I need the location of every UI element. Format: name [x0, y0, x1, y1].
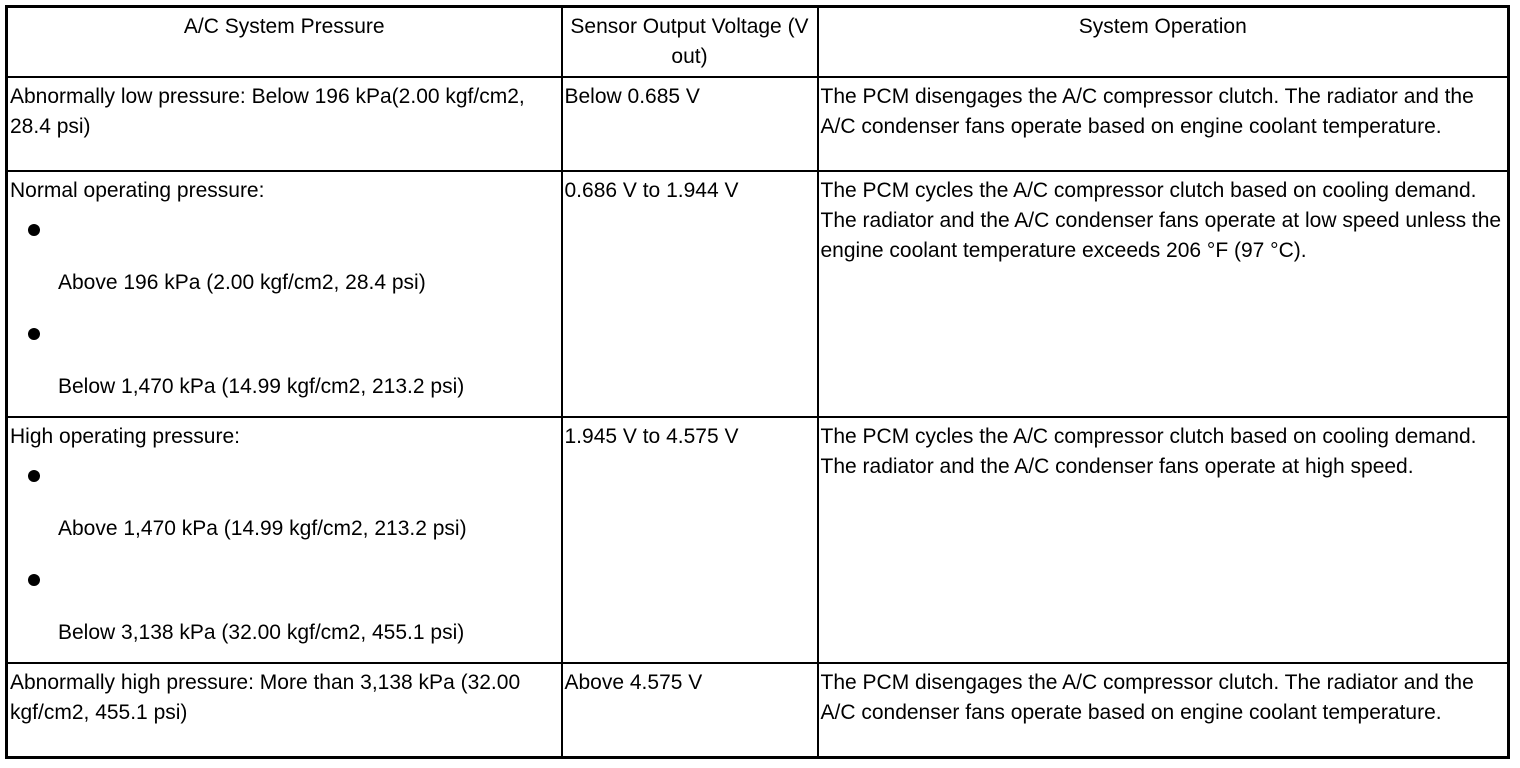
list-item-text: Below 3,138 kPa (32.00 kgf/cm2, 455.1 psi)	[58, 621, 465, 644]
voltage-cell: Above 4.575 V	[562, 663, 818, 758]
bullet-icon	[28, 328, 40, 340]
list-item	[10, 328, 559, 402]
table-row	[7, 77, 1509, 171]
list-item-text: Above 196 kPa (2.00 kgf/cm2, 28.4 psi)	[58, 271, 426, 294]
pressure-heading: High operating pressure:	[10, 425, 240, 448]
bullet-icon	[28, 574, 40, 586]
pressure-heading: Normal operating pressure:	[10, 179, 265, 202]
header-pressure: A/C System Pressure	[7, 7, 562, 78]
bullet-icon	[28, 470, 40, 482]
voltage-cell: 0.686 V to 1.944 V	[562, 171, 818, 417]
pressure-cell	[7, 171, 562, 417]
table-row	[7, 171, 1509, 417]
header-operation: System Operation	[818, 7, 1509, 78]
list-item	[10, 470, 559, 544]
voltage-cell: 1.945 V to 4.575 V	[562, 417, 818, 663]
table-row	[7, 663, 1509, 758]
voltage-cell: Below 0.685 V	[562, 77, 818, 171]
operation-cell: The PCM disengages the A/C compressor clutch. The radiator and the A/C condenser fans operate based on engine coolant temperature.	[818, 663, 1509, 758]
operation-cell: The PCM disengages the A/C compressor clutch. The radiator and the A/C condenser fans operate based on engine coolant temperature.	[818, 77, 1509, 171]
list-item	[10, 574, 559, 648]
header-row	[7, 7, 1509, 78]
operation-cell: The PCM cycles the A/C compressor clutch based on cooling demand. The radiator and the A/C condenser fans operate at low speed unless the engine coolant temperature exceeds 206 °F (97 °C).	[818, 171, 1509, 417]
ac-pressure-table	[5, 5, 1510, 759]
list-item-text: Above 1,470 kPa (14.99 kgf/cm2, 213.2 psi)	[58, 517, 467, 540]
pressure-cell: Abnormally high pressure: More than 3,138 kPa (32.00 kgf/cm2, 455.1 psi)	[7, 663, 562, 758]
header-voltage: Sensor Output Voltage (V out)	[562, 7, 818, 78]
list-item-text: Below 1,470 kPa (14.99 kgf/cm2, 213.2 psi)	[58, 375, 465, 398]
operation-cell: The PCM cycles the A/C compressor clutch based on cooling demand. The radiator and the A/C condenser fans operate at high speed.	[818, 417, 1509, 663]
bullet-icon	[28, 224, 40, 236]
pressure-cell: Abnormally low pressure: Below 196 kPa(2.00 kgf/cm2, 28.4 psi)	[7, 77, 562, 171]
list-item	[10, 224, 559, 298]
pressure-cell	[7, 417, 562, 663]
table-row	[7, 417, 1509, 663]
